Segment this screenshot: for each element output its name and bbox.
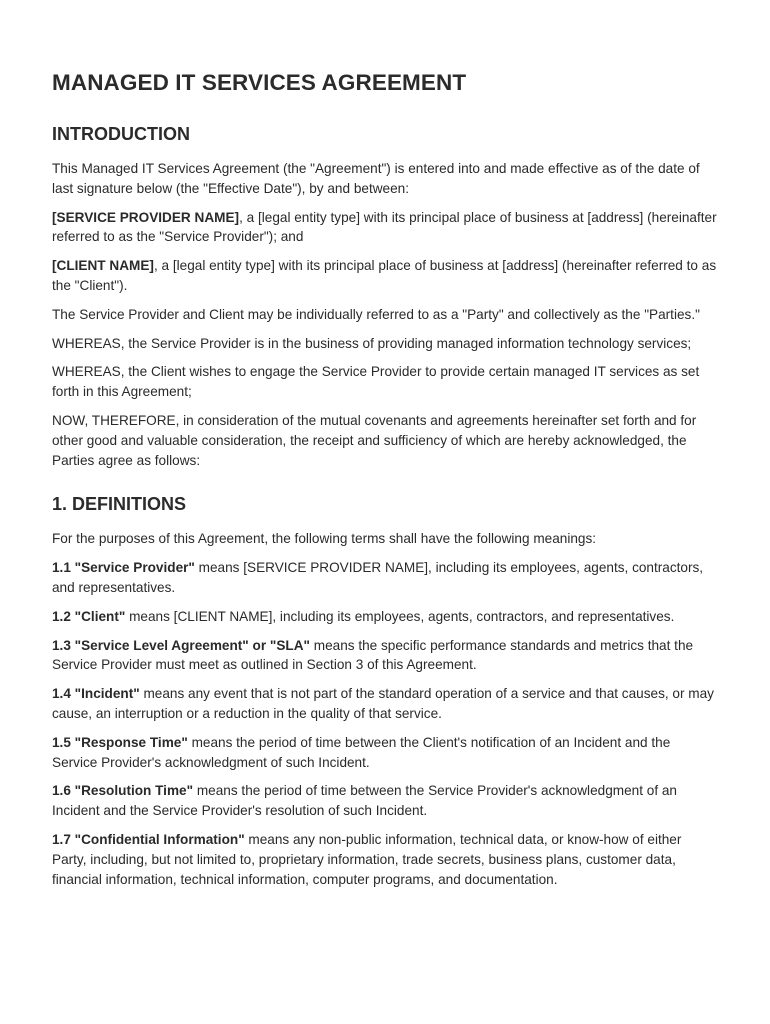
definition-text: means [SERVICE PROVIDER NAME], including its employees, agents, contractors, and representatives. <box>52 560 704 595</box>
definitions-heading: 1. DEFINITIONS <box>52 494 187 515</box>
now-therefore-paragraph: NOW, THEREFORE, in consideration of the mutual covenants and agreements hereinafter set forth and for other good and valuable consideration, the receipt and sufficiency of which are hereby acknowledged, the Parties agree as follows: <box>52 412 697 468</box>
definition-term: 1.3 "Service Level Agreement" or "SLA" <box>52 637 310 653</box>
definition-text: means [CLIENT NAME], including its employees, agents, contractors, and representatives. <box>125 608 675 624</box>
definition-text: means the period of time between the Client's notification of an Incident and the Service Provider's acknowledgment of such Incident. <box>52 734 671 770</box>
client-paragraph <box>52 256 718 296</box>
definition-text: means the specific performance standards and metrics that the Service Provider must meet as outlined in Section 3 of this Agreement. <box>52 637 694 673</box>
provider-details: , a [legal entity type] with its principal place of business at [address] (hereinafter referred to as the "Service Provider"); and <box>52 209 717 245</box>
definition-term: 1.6 "Resolution Time" <box>52 783 194 799</box>
definition-item <box>52 733 718 773</box>
definition-term: 1.7 "Confidential Information" <box>52 831 245 847</box>
definition-item <box>52 607 718 627</box>
definition-item <box>52 636 718 676</box>
definition-item <box>52 558 718 598</box>
definition-term: 1.5 "Response Time" <box>52 734 188 750</box>
definition-text: means the period of time between the Service Provider's acknowledgment of an Incident and the Service Provider's resolution of such Incident. <box>52 783 677 819</box>
definition-term: 1.4 "Incident" <box>52 686 140 702</box>
client-details: , a [legal entity type] with its principal place of business at [address] (hereinafter referred to as the "Client"). <box>52 258 717 293</box>
definition-item <box>52 781 718 821</box>
intro-paragraph: This Managed IT Services Agreement (the "Agreement") is entered into and made effective as of the date of last signature below (the "Effective Date"), by and between: <box>52 161 700 196</box>
client-name: [CLIENT NAME] <box>52 258 154 274</box>
definition-item <box>52 830 718 889</box>
whereas-paragraph-2: WHEREAS, the Client wishes to engage the Service Provider to provide certain managed IT services as set forth in this Agreement; <box>52 364 700 400</box>
definition-item <box>52 684 718 724</box>
definition-term: 1.1 "Service Provider" <box>52 560 195 576</box>
definition-text: means any event that is not part of the standard operation of a service and that causes, or may cause, an interruption or a reduction in the quality of that service. <box>52 686 714 721</box>
document-title: MANAGED IT SERVICES AGREEMENT <box>52 70 467 95</box>
parties-paragraph: The Service Provider and Client may be individually referred to as a "Party" and collectively as the "Parties." <box>52 306 700 322</box>
introduction-heading: INTRODUCTION <box>52 124 190 144</box>
whereas-paragraph-1: WHEREAS, the Service Provider is in the business of providing managed information technology services; <box>52 335 692 351</box>
definition-term: 1.2 "Client" <box>52 608 126 624</box>
provider-paragraph <box>52 208 718 248</box>
provider-name: [SERVICE PROVIDER NAME] <box>52 209 240 225</box>
definition-text: means any non-public information, technical data, or know-how of either Party, including, but not limited to, proprietary information, trade secrets, business plans, customer data, financial information, technical information, computer programs, and documentation. <box>52 831 682 887</box>
definitions-lead: For the purposes of this Agreement, the following terms shall have the following meanings: <box>52 531 597 547</box>
